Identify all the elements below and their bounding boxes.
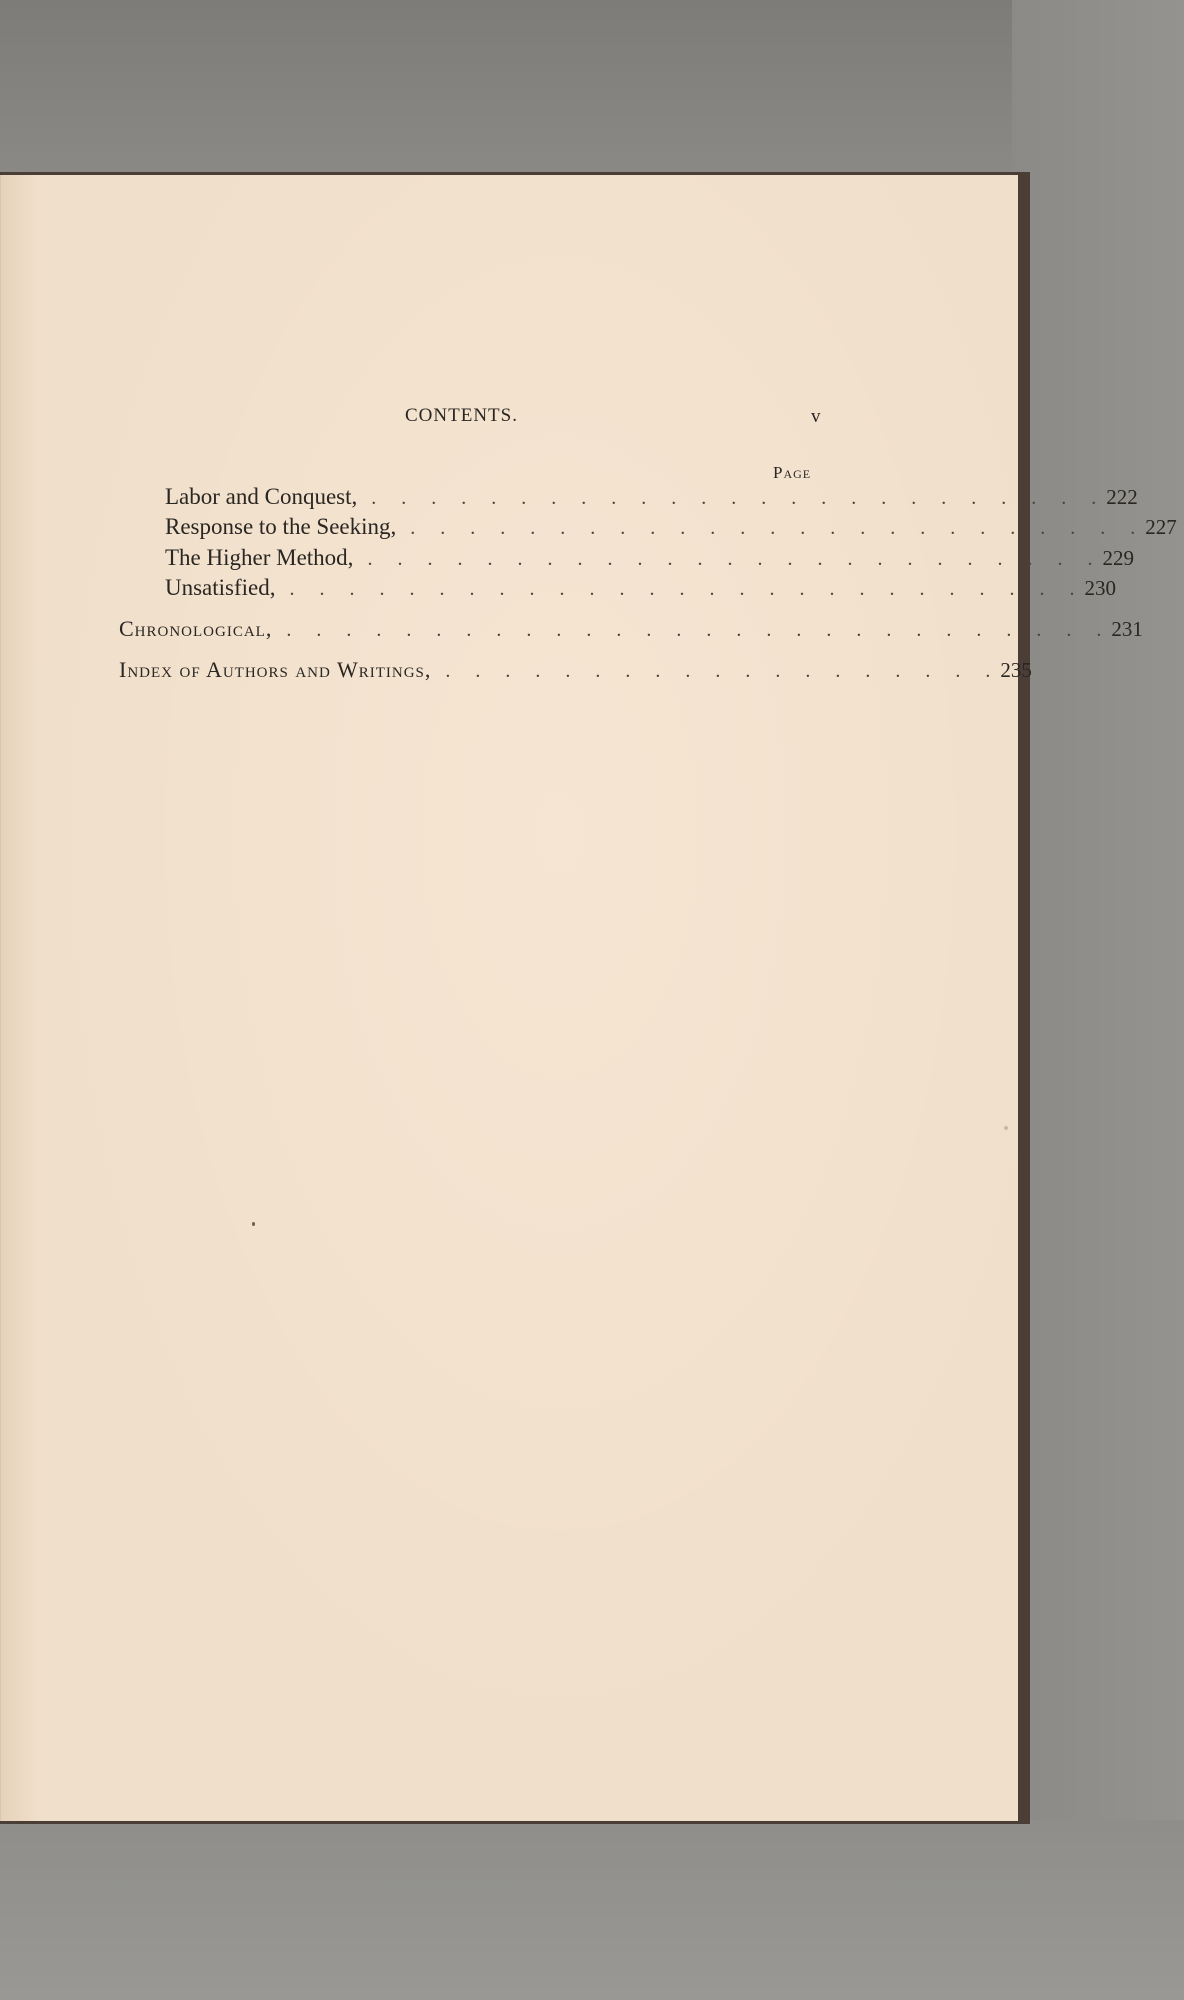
toc-entry-leader: . . . . . . . . . . . . . . . . . . . . . . . . . — [371, 487, 1107, 509]
toc-entry-title: Chronological, — [119, 616, 273, 641]
toc-entry-title: Labor and Conquest, — [165, 484, 358, 509]
toc-entry — [165, 484, 1138, 514]
toc-entry-title: The Higher Method, — [165, 545, 354, 570]
background-bottom — [0, 1820, 1184, 2000]
folio: v — [811, 406, 821, 427]
toc-entry-leader: . . . . . . . . . . . . . . . . . . . . . . . . . — [367, 548, 1103, 570]
paper-speck — [252, 1222, 255, 1226]
toc-entry — [165, 545, 1134, 575]
toc-entry-leader: . . . . . . . . . . . . . . . . . . . . . . . . . . . . — [286, 619, 1112, 641]
toc-entry — [165, 575, 1117, 605]
toc-entry-page: 231 — [1111, 617, 1143, 641]
toc-entry-page: 230 — [1084, 576, 1117, 600]
toc-entry-page: 235 — [1000, 658, 1032, 682]
toc-entry-leader: . . . . . . . . . . . . . . . . . . . . . . . . . — [410, 517, 1146, 539]
toc-entry-title: Index of Authors and Writings, — [119, 657, 432, 682]
toc-entry-page: 229 — [1102, 546, 1134, 570]
toc-entry-page: 227 — [1145, 515, 1177, 539]
toc-entry-title: Unsatisfied, — [165, 575, 276, 600]
page-column-label: Page — [773, 463, 812, 482]
toc-entry — [119, 616, 1143, 646]
toc-entry-leader: . . . . . . . . . . . . . . . . . . . . . . . . . . . — [289, 578, 1085, 600]
toc-entry — [165, 514, 1177, 544]
toc-entry-leader: . . . . . . . . . . . . . . . . . . . — [445, 660, 1001, 682]
toc-entry-title: Response to the Seeking, — [165, 514, 397, 539]
background-top — [0, 0, 1184, 175]
running-head: CONTENTS. — [405, 405, 518, 426]
paper-speck — [1004, 1126, 1008, 1130]
background-right — [1012, 0, 1184, 2000]
toc-entry-page: 222 — [1106, 485, 1138, 509]
toc-entry — [119, 657, 1032, 687]
